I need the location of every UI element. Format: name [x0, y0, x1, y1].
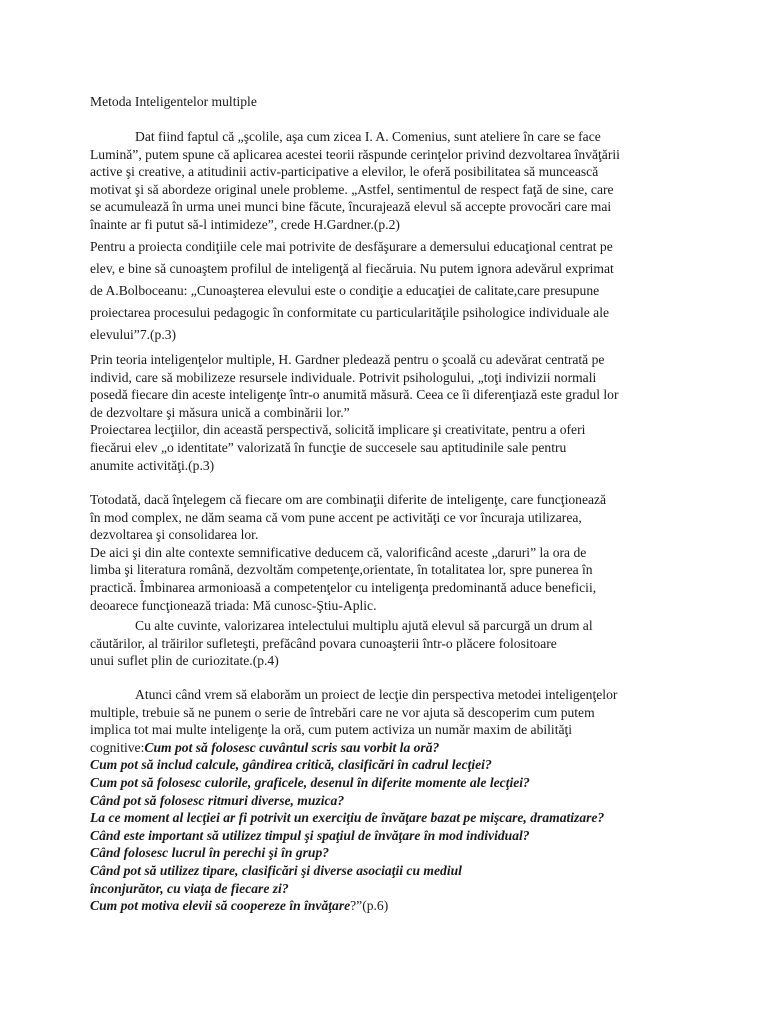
text-line: Lumină”, putem spune că aplicarea acestei teorii răspunde cerinţelor privind dezvoltarea învăţării — [90, 146, 620, 162]
text-line: în mod complex, ne dăm seama că vom pune accent pe activităţi ce vor încuraja utilizarea, — [90, 509, 582, 525]
paragraph-6 — [90, 686, 675, 915]
text-line: de A.Bolboceanu: „Cunoaşterea elevului este o condiţie a educaţiei de calitate,care presupune — [90, 283, 600, 298]
question-text: Cum pot să includ calcule, gândirea critică, clasificări în cadrul lecţiei? — [90, 757, 492, 773]
text-line: De aici şi din alte contexte semnificative deducem că, valorificând aceste „daruri” la ora de — [90, 544, 587, 560]
text-line: Dat fiind faptul că „şcolile, aşa cum zicea I. A. Comenius, sunt ateliere în care se face — [135, 129, 601, 144]
paragraph-1 — [90, 128, 675, 234]
text-line: motivat şi să abordeze original unele probleme. „Astfel, sentimentul de respect faţă de sine, care — [90, 181, 614, 197]
citation-text: ?”(p.6) — [350, 898, 389, 914]
question-text: Cum pot motiva elevii să coopereze în învăţare — [90, 898, 351, 914]
text-line: unui suflet plin de curiozitate.(p.4) — [90, 653, 279, 669]
text-line: elevului”7.(p.3) — [90, 327, 177, 342]
question-line — [90, 897, 675, 915]
text-line: multiple, trebuie să ne punem o serie de întrebări care ne vor ajuta să descoperim cum putem — [90, 704, 595, 720]
question-text: Când pot să folosesc ritmuri diverse, muzica? — [90, 792, 345, 808]
document-title: Metoda Inteligentelor multiple — [90, 94, 257, 109]
text-line: Pentru a proiecta condiţiile cele mai potrivite de desfăşurare a demersului educaţional centrat pe — [90, 239, 613, 254]
question-line — [90, 739, 675, 757]
text-line: dezvoltarea şi consolidarea lor. — [90, 527, 259, 543]
text-line: înainte ar fi putut să-l intimideze”, crede H.Gardner.(p.2) — [90, 216, 400, 232]
text-line: implica tot mai multe inteligenţe la oră, cum putem activiza un număr maxim de abilităţi — [90, 722, 573, 738]
question-text: Cum pot să folosesc culorile, graficele, desenul în diferite momente ale lecţiei? — [90, 774, 530, 790]
text-line: active şi creative, a atitudinii activ-participative a elevilor, le oferă posibilitatea să muncească — [90, 164, 599, 180]
text-line: posedă fiecare din aceste inteligenţe într-o anumită măsură. Ceea ce îi diferenţiază este gradul lor — [90, 387, 619, 403]
text-line: elev, e bine să cunoaştem profilul de inteligenţă al fiecăruia. Nu putem ignora adevărul exprimat — [90, 261, 614, 276]
question-text: La ce moment al lecţiei ar fi potrivit un exerciţiu de învăţare bazat pe mişcare, dramatizare? — [90, 810, 605, 826]
text-line: anumite activităţi.(p.3) — [90, 457, 215, 473]
paragraph-4 — [90, 491, 675, 614]
text-line: fiecărui elev „o identitate” valorizată în funcţie de succesele sau aptitudinile sale pentru — [90, 439, 567, 455]
text-line: se acumulează în urma unei munci bine făcute, încurajează elevul să accepte provocări care mai — [90, 199, 612, 215]
paragraph-3 — [90, 351, 675, 474]
text-fragment: cognitive: — [90, 739, 145, 755]
text-line: individ, care să mobilizeze resursele individuale. Potrivit psihologului, „toţi indivizii normali — [90, 369, 597, 385]
text-line: deoarece funcţionează triada: Mă cunosc-Ştiu-Aplic. — [90, 597, 377, 613]
text-line: Cu alte cuvinte, valorizarea intelectului multiplu ajută elevul să parcurgă un drum al — [135, 618, 593, 633]
paragraph-5 — [90, 617, 675, 670]
question-text: Cum pot să folosesc cuvântul scris sau vorbit la oră? — [144, 739, 440, 755]
text-line: de dezvoltare şi măsura unică a combinării lor.” — [90, 404, 350, 420]
text-line: practică. Îmbinarea armonioasă a competenţelor cu inteligenţa predominantă aduce beneficii, — [90, 579, 597, 595]
text-line: proiectarea procesului pedagogic în conformitate cu particularităţile psihologice individuale ale — [90, 305, 609, 320]
text-line: Proiectarea lecţiilor, din această perspectivă, solicită implicare şi creativitate, pentru a oferi — [90, 422, 586, 438]
text-line: Totodată, dacă înţelegem că fiecare om are combinaţii diferite de inteligenţe, care funcţionează — [90, 492, 607, 507]
text-line: căutărilor, al trăirilor sufleteşti, prefăcând povara cunoaşterii într-o plăcere folositoare — [90, 635, 557, 651]
text-line: Prin teoria inteligenţelor multiple, H. Gardner pledează pentru o şcoală cu adevărat centrată pe — [90, 352, 605, 367]
text-line: limba şi literatura română, dezvoltăm competenţe,orientate, în totalitatea lor, spre punerea în — [90, 562, 593, 578]
question-text: Când folosesc lucrul în perechi şi în grup? — [90, 845, 330, 861]
question-text: Când pot să utilizez tipare, clasificări şi diverse asociaţii cu mediul — [90, 862, 462, 878]
paragraph-2 — [90, 236, 675, 346]
question-text: înconjurător, cu viaţa de fiecare zi? — [90, 880, 289, 896]
question-text: Când este important să utilizez timpul şi spaţiul de învăţare în mod individual? — [90, 827, 530, 843]
text-line: Atunci când vrem să elaborăm un proiect de lecţie din perspectiva metodei inteligenţelor — [135, 687, 618, 702]
